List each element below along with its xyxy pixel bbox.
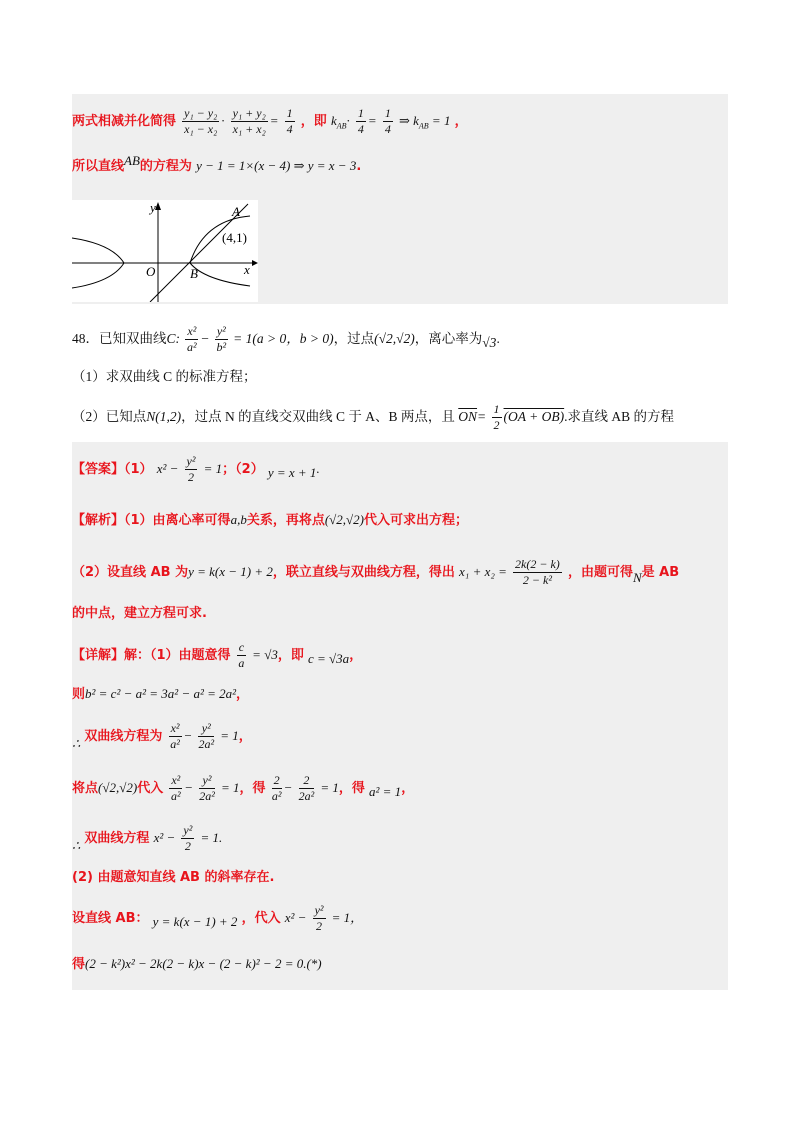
detail-line-6: (2) 由题意知直线 AB 的斜率存在. [72,870,275,885]
y-axis-arrow [155,202,161,210]
hyperbola-right-branch [190,216,250,286]
answer-line: 【答案】（1） x² − $\frac{\text{y²}}{2}$ = 1；（2） y = x + 1. [72,454,320,484]
graph-point-a-label: A [232,204,240,219]
hyperbola-graph [72,200,258,302]
analysis-line-1: 【解析】（1）由离心率可得a,b关系，再将点(√2,√2)代入可求出方程； [72,512,469,528]
detail-line-7: 设直线 AB： y = k(x − 1) + 2 ，代入 x² − $\frac{\text{y²}}{2}$ = 1， [72,903,364,933]
detail-line-5: ∴ 双曲线方程 x² − $\frac{\text{y²}}{2}$ = 1. [72,823,223,853]
x-axis-arrow [252,260,258,266]
graph-x-label: x [244,262,250,277]
top-line-2: 所以直线AB的方程为 y − 1 = 1×(x − 4) ⇒ y = x − 3. [72,153,362,174]
detail-line-8: 得(2 − k²)x² − 2k(2 − k)x − (2 − k)² − 2 = 0.(*) [72,956,322,972]
hyperbola-graph-svg [72,200,258,302]
detail-line-4: 将点(√2,√2)代入 $\frac{\text{x²}}{\text{a²}}$ − $\frac{\text{y²}}{\text{2a²}}$ = 1，得 $\frac{2}{\text{a²}}$ − $\frac{2}{\text{2a²}}$ = 1，得 a² = 1， [72,773,415,803]
problem-line-1: 48．已知双曲线C: $\frac{\text{x²}}{\text{a²}}$ − $\frac{\text{y²}}{\text{b²}}$ = 1(a > 0，b > 0)，过点(√2,√2)，离心率为√3. [72,324,500,355]
detail-line-1: 【详解】解：（1）由题意得 $\frac{c}{a}$ = √3，即 c = √3a， [72,640,363,670]
analysis-line-3: 的中点，建立方程可求. [72,606,207,621]
problem-part-2: （2）已知点N(1,2)，过点 N 的直线交双曲线 C 于 A、B 两点，且 $\overline{ON}=$ $\frac{1}{2}$ (OA + OB).求直线 AB 的方程 [72,402,675,433]
problem-part-1: （1）求双曲线 C 的标准方程； [72,369,257,384]
graph-point-b-label: B [190,266,198,281]
graph-point-41-label: (4,1) [222,230,247,245]
top-line-1: 两式相减并化简得 $\frac{\text{y₁ − y₂}}{\text{x₁ − x₂}}$ · $\frac{\text{y₁ + y₂}}{\text{x₁ + x₂}}$ = $\frac{1}{4}$ ，即 $k_{AB}\cdot$ $\frac{1}{4}$ = $\frac{1}{4}$ ⇒ $k_{AB} = 1$ ， [72,106,468,136]
graph-origin-label: O [146,264,156,279]
graph-y-label: y [150,200,156,215]
analysis-line-2: （2）设直线 AB 为y = k(x − 1) + 2，联立直线与双曲线方程，得出 x₁ + x₂ = $\frac{2k(2 - k)}{\text{2 − k²}}$ ，由题可得N是 AB [72,557,680,587]
detail-line-2: 则b² = c² − a² = 3a² − a² = 2a²， [72,686,250,702]
detail-line-3: ∴ 双曲线方程为 $\frac{\text{x²}}{\text{a²}}$ − $\frac{\text{y²}}{\text{2a²}}$ = 1， [72,721,252,751]
